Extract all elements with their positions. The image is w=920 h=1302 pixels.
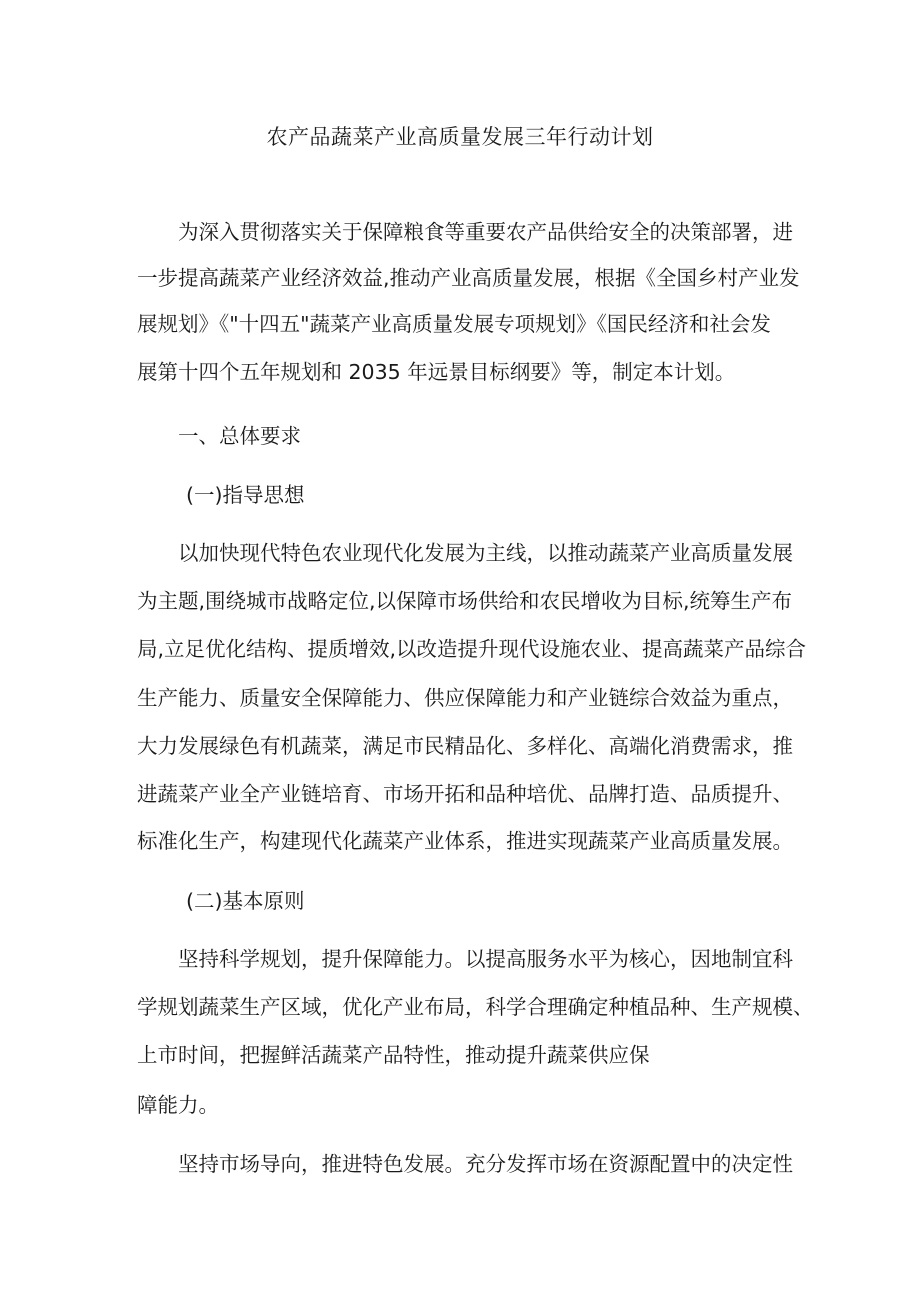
intro-line: 展规划》《"十四五"蔬菜产业高质量发展专项规划》《国民经济和社会发 (137, 312, 771, 336)
subsection-heading: (二)基本原则 (186, 889, 305, 913)
paragraph-line: 学规划蔬菜生产区域，优化产业布局，科学合理确定种植品种、生产规模、 (137, 995, 814, 1019)
intro-line: 一步提高蔬菜产业经济效益,推动产业高质量发展，根据《全国乡村产业发 (137, 266, 800, 290)
paragraph-line: 大力发展绿色有机蔬菜，满足市民精品化、多样化、高端化消费需求，推 (137, 734, 793, 758)
document-title: 农产品蔬菜产业高质量发展三年行动计划 (266, 125, 654, 149)
paragraph-line: 标准化生产，构建现代化蔬菜产业体系，推进实现蔬菜产业高质量发展。 (137, 829, 793, 853)
intro-line: 展第十四个五年规划和 2035 年远景目标纲要》等，制定本计划。 (137, 360, 736, 384)
paragraph-line: 以加快现代特色农业现代化发展为主线，以推动蔬菜产业高质量发展 (178, 541, 793, 565)
section-heading: 一、总体要求 (178, 424, 301, 448)
paragraph-line: 局,立足优化结构、提质增效,以改造提升现代设施农业、提高蔬菜产品综合 (137, 637, 807, 661)
paragraph-line: 进蔬菜产业全产业链培育、市场开拓和品种培优、品牌打造、品质提升、 (137, 782, 793, 806)
paragraph-line: 坚持科学规划，提升保障能力。以提高服务水平为核心，因地制宜科 (178, 947, 793, 971)
intro-line: 为深入贯彻落实关于保障粮食等重要农产品供给安全的决策部署，进 (178, 220, 793, 244)
paragraph-line: 为主题,围绕城市战略定位,以保障市场供给和农民增收为目标,统筹生产布 (137, 589, 793, 613)
paragraph-line: 障能力。 (137, 1093, 219, 1117)
paragraph-line: 生产能力、质量安全保障能力、供应保障能力和产业链综合效益为重点， (137, 686, 793, 710)
subsection-heading: (一)指导思想 (186, 483, 305, 507)
paragraph-line: 坚持市场导向，推进特色发展。充分发挥市场在资源配置中的决定性 (178, 1152, 793, 1176)
paragraph-line: 上市时间，把握鲜活蔬菜产品特性，推动提升蔬菜供应保 (137, 1043, 650, 1067)
